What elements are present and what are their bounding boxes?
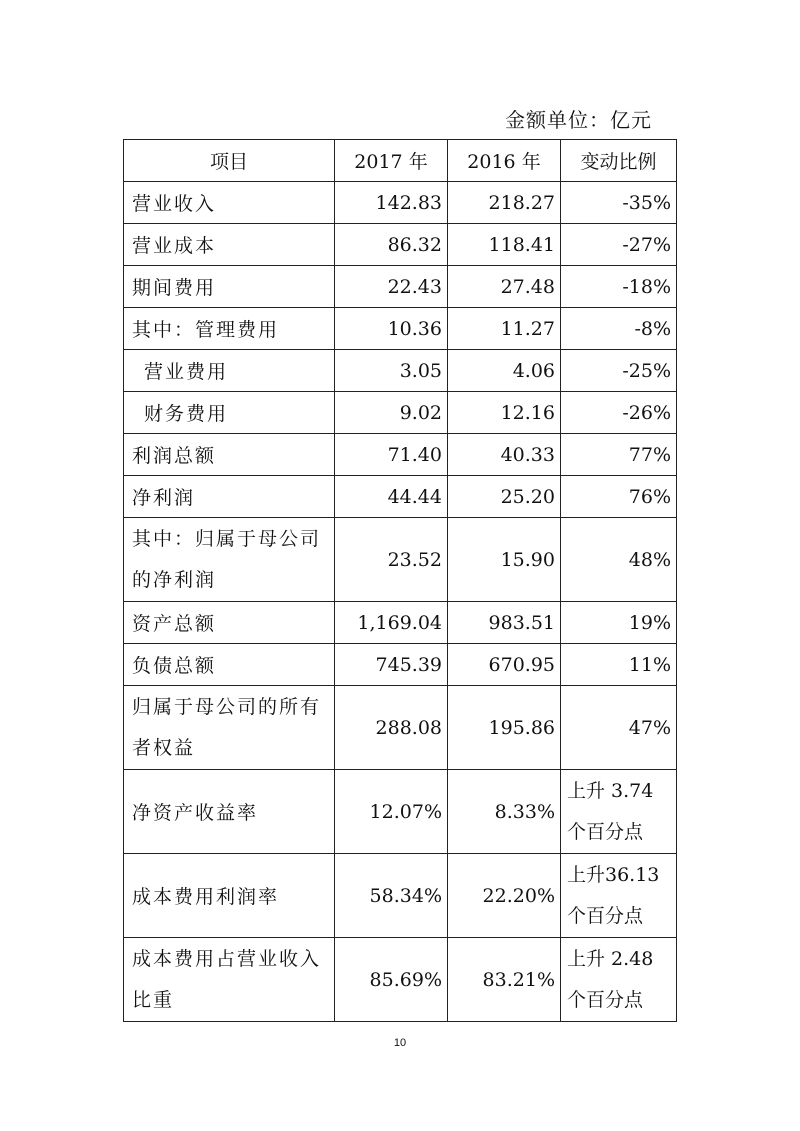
header-2017: 2017 年 (335, 140, 448, 182)
change-ratio: -35% (561, 182, 677, 224)
value-2016: 27.48 (448, 266, 561, 308)
change-ratio: 77% (561, 434, 677, 476)
row-label: 净资产收益率 (124, 770, 335, 854)
row-label: 其中：归属于母公司的净利润 (124, 518, 335, 602)
value-2017: 142.83 (335, 182, 448, 224)
change-ratio: 48% (561, 518, 677, 602)
table-header-row (124, 140, 677, 182)
change-ratio: 上升36.13 个百分点 (561, 854, 677, 938)
value-2016: 8.33% (448, 770, 561, 854)
change-ratio: -18% (561, 266, 677, 308)
table-row (124, 266, 677, 308)
page-number: 10 (393, 1037, 407, 1049)
row-label: 净利润 (124, 476, 335, 518)
row-label: 成本费用占营业收入比重 (124, 938, 335, 1022)
table-row (124, 518, 677, 602)
value-2017: 10.36 (335, 308, 448, 350)
row-label: 其中：管理费用 (124, 308, 335, 350)
value-2016: 12.16 (448, 392, 561, 434)
table-row (124, 644, 677, 686)
change-ratio: 47% (561, 686, 677, 770)
value-2017: 58.34% (335, 854, 448, 938)
table-row (124, 392, 677, 434)
row-label: 成本费用利润率 (124, 854, 335, 938)
table-row (124, 224, 677, 266)
table-row (124, 602, 677, 644)
unit-label: 金额单位：亿元 (505, 108, 652, 132)
value-2016: 25.20 (448, 476, 561, 518)
table-row (124, 476, 677, 518)
value-2017: 85.69% (335, 938, 448, 1022)
change-ratio: 19% (561, 602, 677, 644)
table-row (124, 308, 677, 350)
row-label: 资产总额 (124, 602, 335, 644)
row-label: 财务费用 (124, 392, 335, 434)
value-2017: 288.08 (335, 686, 448, 770)
table-row (124, 686, 677, 770)
value-2016: 670.95 (448, 644, 561, 686)
value-2016: 11.27 (448, 308, 561, 350)
value-2017: 23.52 (335, 518, 448, 602)
value-2017: 745.39 (335, 644, 448, 686)
header-item: 项目 (124, 140, 335, 182)
value-2016: 195.86 (448, 686, 561, 770)
value-2017: 12.07% (335, 770, 448, 854)
value-2016: 983.51 (448, 602, 561, 644)
change-ratio: -8% (561, 308, 677, 350)
row-label: 营业费用 (124, 350, 335, 392)
value-2017: 1,169.04 (335, 602, 448, 644)
row-label: 营业收入 (124, 182, 335, 224)
change-ratio: 上升 2.48 个百分点 (561, 938, 677, 1022)
value-2016: 83.21% (448, 938, 561, 1022)
value-2016: 40.33 (448, 434, 561, 476)
value-2017: 86.32 (335, 224, 448, 266)
header-change: 变动比例 (561, 140, 677, 182)
table-row (124, 770, 677, 854)
value-2016: 218.27 (448, 182, 561, 224)
value-2016: 22.20% (448, 854, 561, 938)
financial-table (123, 139, 677, 1022)
value-2017: 71.40 (335, 434, 448, 476)
change-ratio: 76% (561, 476, 677, 518)
value-2016: 118.41 (448, 224, 561, 266)
row-label: 负债总额 (124, 644, 335, 686)
row-label: 归属于母公司的所有者权益 (124, 686, 335, 770)
value-2017: 22.43 (335, 266, 448, 308)
change-ratio: -26% (561, 392, 677, 434)
table-row (124, 182, 677, 224)
value-2017: 44.44 (335, 476, 448, 518)
change-ratio: -27% (561, 224, 677, 266)
header-2016: 2016 年 (448, 140, 561, 182)
change-ratio: -25% (561, 350, 677, 392)
value-2017: 3.05 (335, 350, 448, 392)
change-ratio: 上升 3.74 个百分点 (561, 770, 677, 854)
value-2016: 15.90 (448, 518, 561, 602)
table-row (124, 938, 677, 1022)
table-row (124, 854, 677, 938)
table-row (124, 434, 677, 476)
row-label: 营业成本 (124, 224, 335, 266)
value-2016: 4.06 (448, 350, 561, 392)
row-label: 期间费用 (124, 266, 335, 308)
change-ratio: 11% (561, 644, 677, 686)
table-row (124, 350, 677, 392)
value-2017: 9.02 (335, 392, 448, 434)
row-label: 利润总额 (124, 434, 335, 476)
